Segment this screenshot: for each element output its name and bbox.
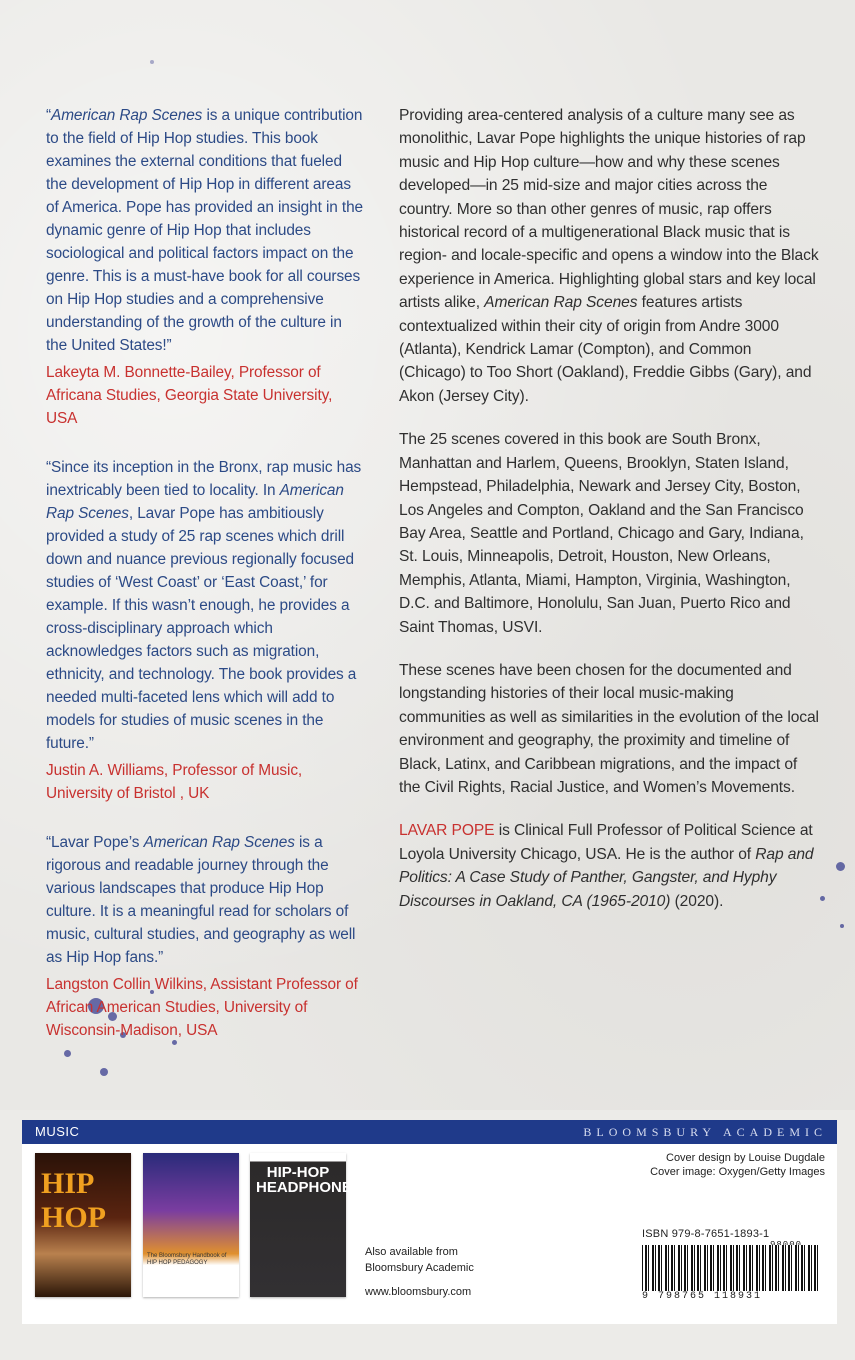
description-column bbox=[399, 104, 819, 933]
also-available-text bbox=[365, 1244, 474, 1276]
related-book-cover[interactable] bbox=[35, 1153, 131, 1297]
description-paragraph: Providing area-centered analysis of a culture many see as monolithic, Lavar Pope highlights the unique histories of rap music and Hip Hop culture—how and why these scenes developed—in 25 mid-size and major cities across the country. More so than other genres of music, rap offers historical record of a multigenerational Black music that is region- and locale-specific and opens a window into the Black experience in America. Highlighting global stars and key local artists alike, American Rap Scenes features artists contextualized within their city of origin from Andre 3000 (Atlanta), Kendrick Lamar (Compton), and Common (Chicago) to Too Short (Oakland), Freddie Gibbs (Gary), and Akon (Jersey City). bbox=[399, 107, 819, 405]
related-book-cover[interactable] bbox=[143, 1153, 239, 1297]
footer-panel bbox=[22, 1144, 837, 1324]
also-available-line: Bloomsbury Academic bbox=[365, 1262, 474, 1274]
scenes-paragraph: The 25 scenes covered in this book are South Bronx, Manhattan and Harlem, Queens, Brooklyn, Staten Island, Hempstead, Philadelphia, Newark and Jersey City, Boston, Los Angeles and Compton, Oakland and the San Francisco Bay Area, Seattle and Portland, Chicago and Gary, Indiana, St. Louis, Minneapolis, Detroit, Houston, New Orleans, Memphis, Atlanta, Miami, Hampton, Virginia, Washington, D.C. and Baltimore, Honolulu, San Juan, Puerto Rico and Saint Thomas, USVI. bbox=[399, 431, 804, 636]
book-title: HIP-HOP HEADPHONES bbox=[256, 1164, 362, 1196]
ink-splatter bbox=[100, 1068, 108, 1076]
endorsement bbox=[46, 831, 366, 1042]
also-available-line: Also available from bbox=[365, 1246, 458, 1258]
category-label: MUSIC bbox=[35, 1124, 80, 1139]
ink-splatter bbox=[150, 60, 154, 64]
barcode bbox=[642, 1245, 820, 1291]
endorsement-quote: “American Rap Scenes is a unique contribution to the field of Hip Hop studies. This book examines the external conditions that fueled the development of Hip Hop in different areas of America. Pope has provided an insight in the dynamic genre of Hip Hop that includes sociological and political factors impact on the genre. This is a must-have book for all courses on Hip Hop studies and a comprehensive understanding of the growth of the culture in the United States!” bbox=[46, 107, 363, 354]
endorsement-attribution: Justin A. Williams, Professor of Music, University of Bristol , UK bbox=[46, 762, 303, 802]
endorsements-column bbox=[46, 104, 366, 1068]
endorsement bbox=[46, 104, 366, 430]
endorsement-attribution: Lakeyta M. Bonnette-Bailey, Professor of Africana Studies, Georgia State University, USA bbox=[46, 364, 333, 427]
related-book-cover[interactable] bbox=[250, 1153, 362, 1297]
isbn: ISBN 979-8-7651-1893-1 bbox=[642, 1228, 770, 1240]
ink-splatter bbox=[836, 862, 845, 871]
endorsement-attribution: Langston Collin Wilkins, Assistant Professor of African American Studies, University of Wisconsin-Madison, USA bbox=[46, 976, 358, 1039]
cover-credits bbox=[650, 1151, 825, 1179]
barcode-number: 9 798765 118931 bbox=[642, 1291, 763, 1302]
category-band bbox=[22, 1120, 837, 1144]
book-title: The Bloomsbury Handbook of HIP HOP PEDAGOGY bbox=[147, 1253, 227, 1266]
endorsement bbox=[46, 456, 366, 805]
cover-design-credit: Cover design by Louise Dugdale bbox=[666, 1152, 825, 1164]
author-name: LAVAR POPE bbox=[399, 822, 495, 840]
selection-paragraph: These scenes have been chosen for the documented and longstanding histories of their local music-making communities as well as similarities in the evolution of the local environment and geography, the proximity and timeline of Black, Latinx, and Caribbean migrations, and the impact of the Civil Rights, Racial Justice, and Women’s Movements. bbox=[399, 661, 819, 796]
website-link[interactable]: www.bloomsbury.com bbox=[365, 1286, 472, 1298]
ink-splatter bbox=[820, 896, 825, 901]
author-bio: LAVAR POPE is Clinical Full Professor of Political Science at Loyola University Chicago, USA. He is the author of Rap and Politics: A Case Study of Panther, Gangster, and Hyphy Discourses in Oakland, CA (1965-2010) (2020). bbox=[399, 822, 814, 910]
book-title: HIP HOP bbox=[41, 1167, 106, 1234]
endorsement-quote: “Lavar Pope’s American Rap Scenes is a rigorous and readable journey through the various landscapes that produce Hip Hop culture. It is a meaningful read for scholars of music, cultural studies, and geography as well as Hip Hop fans.” bbox=[46, 834, 356, 966]
cover-image-credit: Cover image: Oxygen/Getty Images bbox=[650, 1166, 825, 1178]
endorsement-quote: “Since its inception in the Bronx, rap music has inextricably been tied to locality. In American Rap Scenes, Lavar Pope has ambitiously provided a study of 25 rap scenes which drill down and nuance previous regionally focused studies of ‘West Coast’ or ‘East Coast,’ for example. If this wasn’t enough, he provides a cross-disciplinary approach which acknowledges factors such as migration, ethnicity, and technology. The book provides a needed multi-faceted lens which will add to models for studies of music scenes in the future.” bbox=[46, 459, 362, 752]
ink-splatter bbox=[840, 924, 844, 928]
publisher-name: BLOOMSBURY ACADEMIC bbox=[583, 1125, 827, 1139]
